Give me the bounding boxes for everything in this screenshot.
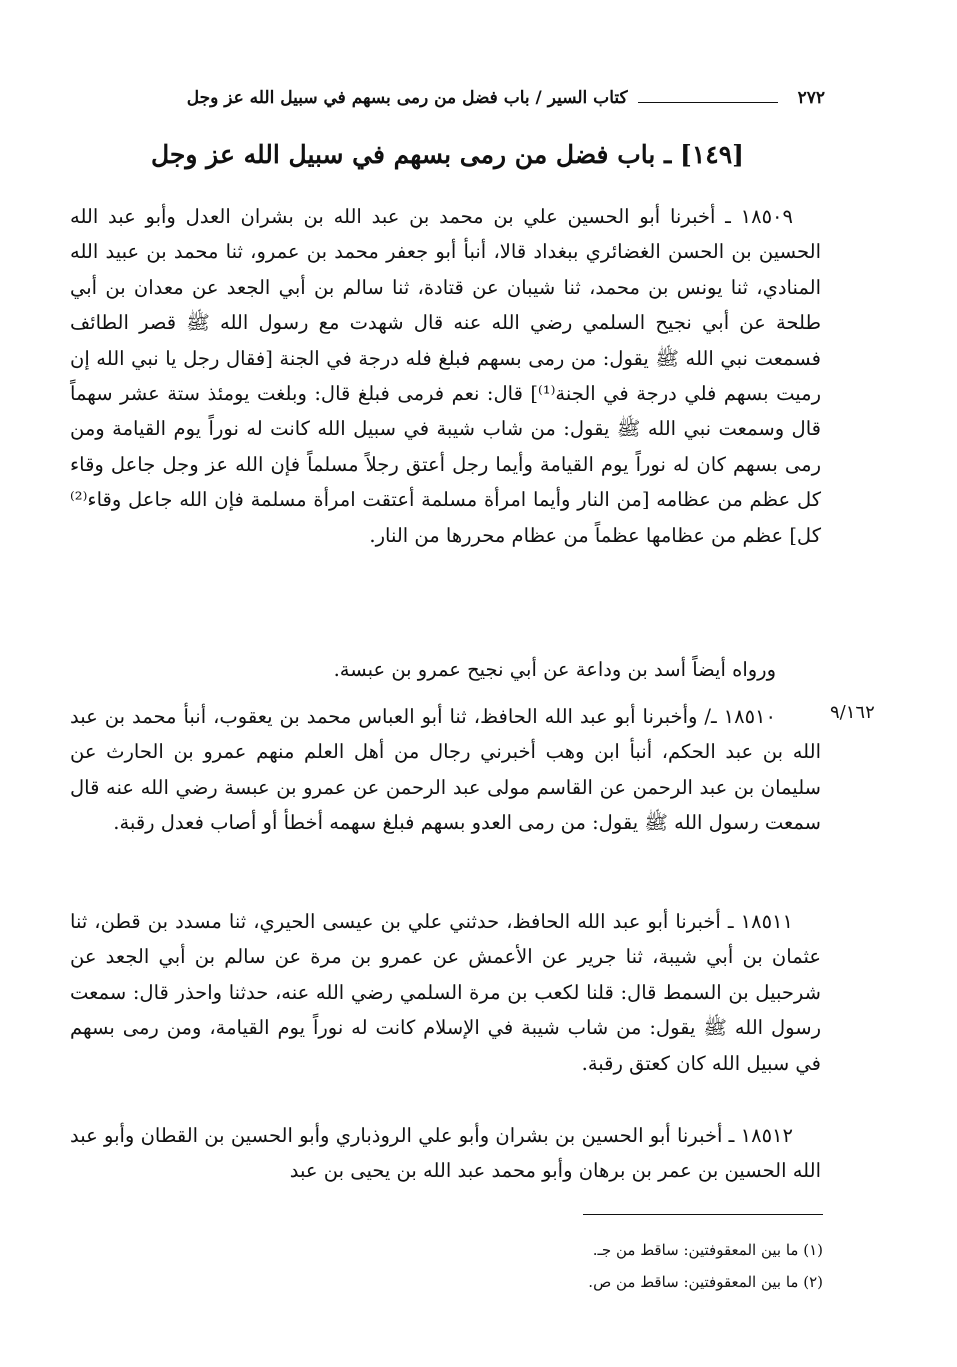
hadith-18509 [70, 199, 821, 553]
paragraph: ١٨٥٠٩ ـ أخبرنا أبو الحسين علي بن محمد بن عبد الله بن بشران العدل وأبو عبد الله الحسين بن الحسن الغضائري ببغداد قالا، أنبأ أبو جعفر محمد بن عمرو، ثنا محمد بن عبيد الله المنادي، ثنا يونس بن محمد، ثنا شيبان عن قتادة، ثنا سالم بن أبي الجعد عن معدان بن أبي طلحة عن أبي نجيح السلمي رضي الله عنه قال شهدت مع رسول الله ﷺ قصر الطائف فسمعت نبي الله ﷺ يقول: من رمى بسهم فبلغ فله درجة في الجنة [فقال رجل يا نبي الله إن رميت بسهم فلي درجة في الجنة⁽¹⁾] قال: نعم فرمى فبلغ قال: وبلغت يومئذ ستة عشر سهماً قال وسمعت نبي الله ﷺ يقول: من شاب شيبة في سبيل الله كانت له نوراً يوم القيامة ومن رمى بسهم كان له نوراً يوم القيامة وأيما رجل أعتق رجلاً مسلماً فإن الله عز وجل جاعل وقاء كل عظم من عظامه [من النار وأيما امرأة مسلمة أعتقت امرأة مسلمة فإن الله جاعل وقاء⁽²⁾ كل] عظم من عظامها عظماً من عظام محررها من النار. [70, 205, 821, 547]
paragraph: ١٨٥١١ ـ أخبرنا أبو عبد الله الحافظ، حدثني علي بن عيسى الحيري، ثنا مسدد بن قطن، ثنا عثمان بن أبي شيبة، ثنا جرير عن الأعمش عن عمرو بن مرة عن سالم بن أبي الجعد عن شرحبيل بن السمط قال: قلنا لكعب بن مرة السلمي رضي الله عنه، حدثنا واحذر قال: سمعت رسول الله ﷺ يقول: من شاب شيبة في الإسلام كانت له نوراً يوم القيامة، ومن رمى بسهم في سبيل الله كان كعتق رقبة. [70, 910, 821, 1075]
chapter-title: [١٤٩] ـ باب فضل من رمى بسهم في سبيل الله عز وجل [150, 140, 745, 169]
footnote-rule [583, 1214, 823, 1215]
hadith-18510 [70, 699, 821, 841]
narration-note [70, 652, 821, 687]
hadith-18511 [70, 904, 821, 1081]
footnotes [400, 1234, 823, 1298]
manuscript-page-ref: ٩/١٦٢ [830, 702, 875, 723]
running-header [70, 88, 825, 108]
footnote-2: (٢) ما بين المعقوفتين: ساقط من ص. [588, 1273, 823, 1291]
footnote-1: (١) ما بين المعقوفتين: ساقط من جـ. [592, 1241, 823, 1259]
hadith-18512 [70, 1118, 821, 1189]
page-number: ٢٧٢ [797, 88, 825, 108]
paragraph: ١٨٥١٢ ـ أخبرنا أبو الحسين بن بشران وأبو علي الروذباري وأبو الحسين بن القطان وأبو عبد الله الحسين بن عمر بن برهان وأبو محمد عبد الله بن يحيى بن عبد [70, 1124, 821, 1183]
running-title: كتاب السير / باب فضل من رمى بسهم في سبيل الله عز وجل [186, 88, 628, 108]
paragraph: ورواه أيضاً أسد بن وداعة عن أبي نجيح عمرو بن عبسة. [333, 658, 776, 681]
paragraph: ١٨٥١٠ ـ/ وأخبرنا أبو عبد الله الحافظ، ثنا أبو العباس محمد بن يعقوب، أنبأ محمد بن عبد الله بن عبد الحكم، أنبأ ابن وهب أخبرني رجال من أهل العلم منهم عمرو بن الحارث عن سليمان بن عبد الرحمن عن القاسم مولى عبد الرحمن عن عمرو بن عبسة رضي الله عنه قال سمعت رسول الله ﷺ يقول: من رمى العدو بسهم فبلغ سهمه أخطأ أو أصاب فعدل رقبة. [70, 705, 821, 835]
header-rule [638, 102, 778, 103]
